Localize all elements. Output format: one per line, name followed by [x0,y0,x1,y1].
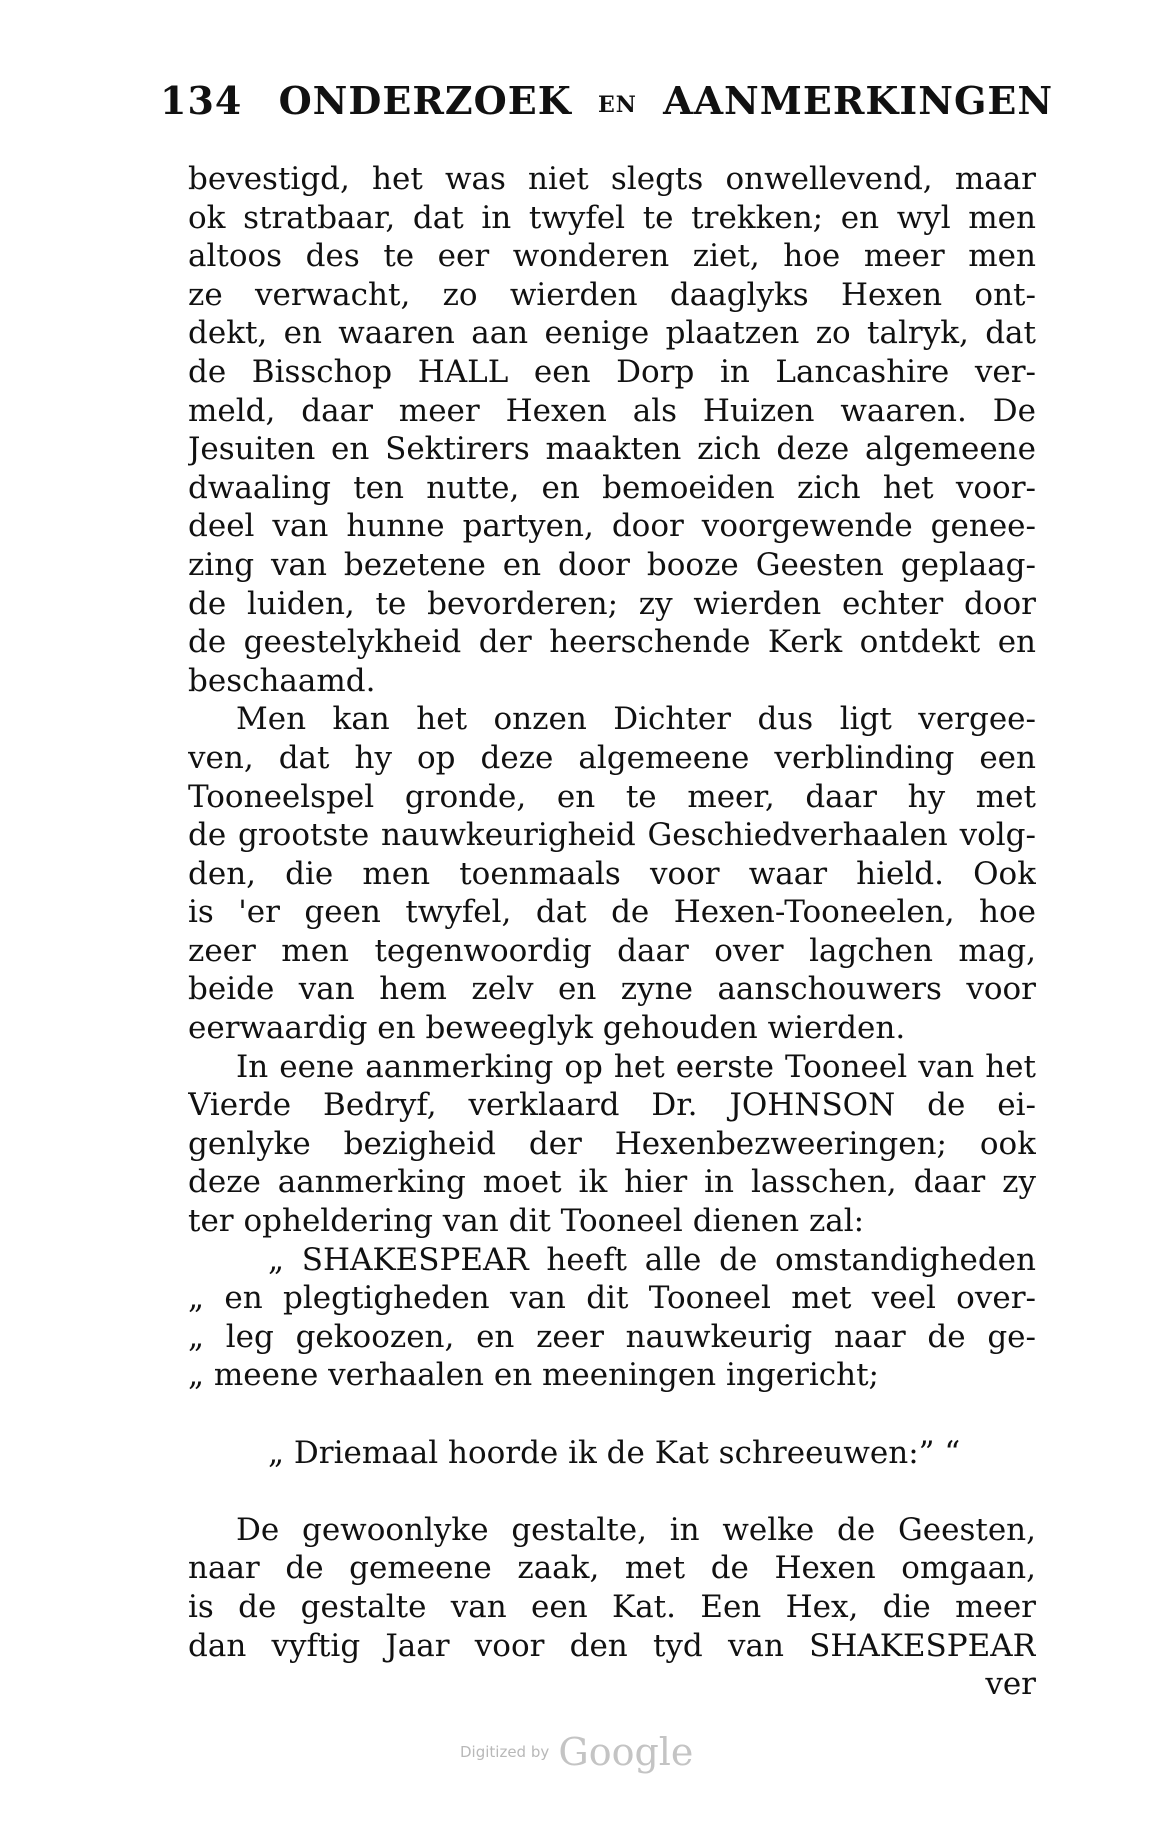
quote-line: „ SHAKESPEAR heeft alle de omstandigheden [268,1241,1036,1278]
text-line: dan vyftig Jaar voor den tyd van SHAKESPEAR [188,1627,1036,1664]
text-line: Tooneelspel gronde, en te meer, daar hy met [188,778,1036,815]
body-text [188,160,1036,1704]
text-line: beide van hem zelv en zyne aanschouwers voor [188,971,1036,1008]
text-line: eerwaardig en beweeglyk gehouden wierden. [188,1010,906,1047]
text-line: dekt, en waaren aan eenige plaatzen zo talryk, dat [188,315,1036,352]
header-title-connector: EN [597,91,637,118]
text-line: den, die men toenmaals voor waar hield. Ook [188,855,1036,892]
text-line: de luiden, te bevorderen; zy wierden echter door [188,585,1036,622]
line-gap [188,1472,1036,1511]
page-number: 134 [160,78,243,123]
text-line: zing van bezetene en door booze Geesten geplaag- [188,546,1036,583]
quote-line: „ leg gekoozen, en zeer nauwkeurig naar de ge- [188,1318,1036,1355]
text-line: meld, daar meer Hexen als Huizen waaren. De [188,392,1036,429]
text-line: is 'er geen twyfel, dat de Hexen-Tooneelen, hoe [188,894,1036,931]
quote-line: „ Driemaal hoorde ik de Kat schreeuwen:” “ [268,1434,961,1471]
text-line: beschaamd. [188,662,376,699]
text-line: is de gestalte van een Kat. Een Hex, die meer [188,1588,1036,1625]
text-line: altoos des te eer wonderen ziet, hoe meer men [188,238,1036,275]
text-line: ter opheldering van dit Tooneel dienen zal: [188,1203,865,1240]
text-line: De gewoonlyke gestalte, in welke de Geesten, [236,1511,1036,1548]
text-line: Jesuiten en Sektirers maakten zich deze algemeene [188,431,1036,468]
header-title-part1: ONDERZOEK [278,78,572,123]
text-line: dwaaling ten nutte, en bemoeiden zich het voor- [188,469,1036,506]
quote-line: „ meene verhaalen en meeningen ingericht; [188,1357,879,1394]
text-line: naar de gemeene zaak, met de Hexen omgaan, [188,1550,1036,1587]
text-line: de grootste nauwkeurigheid Geschiedverhaalen volg- [188,817,1036,854]
text-line: ze verwacht, zo wierden daaglyks Hexen ont- [188,276,1036,313]
running-header [160,78,1054,138]
watermark-brand-logo: Google [558,1730,694,1774]
text-line: de Bisschop HALL een Dorp in Lancashire ver- [188,353,1036,390]
text-line: genlyke bezigheid der Hexenbezweeringen; ook [188,1125,1036,1162]
text-line: de geestelykheid der heerschende Kerk ontdekt en [188,624,1036,661]
text-line: Vierde Bedryf, verklaard Dr. JOHNSON de ei- [188,1087,1036,1124]
catchword: ver [985,1666,1036,1703]
text-line: ok stratbaar, dat in twyfel te trekken; en wyl men [188,199,1036,236]
text-line: bevestigd, het was niet slegts onwellevend, maar [188,161,1036,197]
digitized-watermark [460,1730,720,1780]
text-line: In eene aanmerking op het eerste Tooneel van het [236,1048,1036,1085]
header-title-part2: AANMERKINGEN [663,78,1054,123]
watermark-prefix: Digitized by [460,1743,550,1761]
text-line: deze aanmerking moet ik hier in lasschen, daar zy [188,1164,1036,1201]
text-line: zeer men tegenwoordig daar over lagchen mag, [188,932,1036,969]
line-gap [188,1395,1036,1434]
text-line: Men kan het onzen Dichter dus ligt vergee- [236,701,1036,738]
quote-line: „ en plegtigheden van dit Tooneel met veel over- [188,1280,1036,1317]
text-line: ven, dat hy op deze algemeene verblinding een [188,739,1036,776]
text-line: deel van hunne partyen, door voorgewende genee- [188,508,1036,545]
